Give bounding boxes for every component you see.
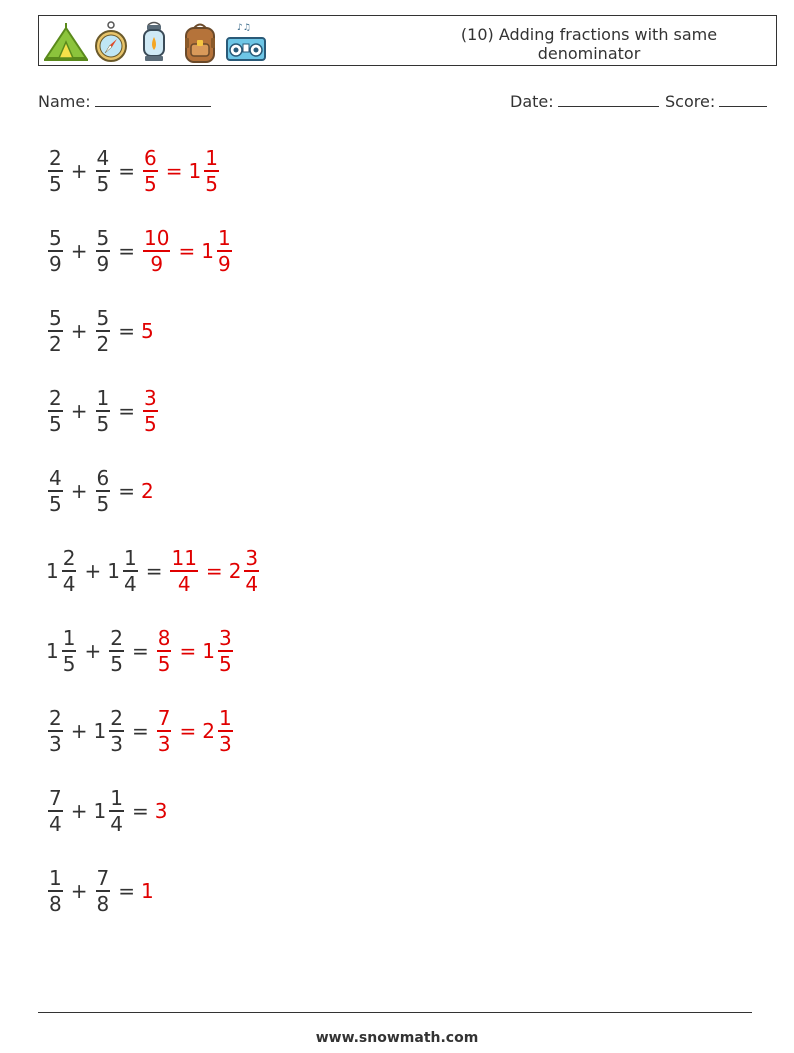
addend-a-fraction (48, 226, 63, 276)
addend-b-whole: 1 (107, 559, 120, 583)
answer (141, 319, 155, 343)
addend-b-numerator: 6 (96, 466, 110, 490)
addend-b-denominator: 4 (110, 812, 123, 836)
addend-a-fraction (48, 306, 63, 356)
addend-a-denominator: 3 (49, 732, 62, 756)
problem-row (46, 221, 466, 281)
problem-row (46, 381, 466, 441)
addend-b-denominator: 5 (110, 652, 123, 676)
answer-equals-sign: = (205, 559, 223, 583)
worksheet-header (38, 15, 777, 66)
problem-row (46, 701, 466, 761)
date-field (510, 92, 659, 111)
addend-b-denominator: 5 (96, 492, 110, 516)
answer-result-whole: 2 (141, 479, 154, 503)
addend-b-fraction (96, 866, 111, 916)
answer-simplified-fraction (218, 706, 233, 756)
answer-result-denominator: 5 (157, 652, 171, 676)
answer (155, 626, 235, 676)
addend-b-denominator: 2 (96, 332, 110, 356)
addend-b-fraction (123, 546, 138, 596)
addend-a-denominator: 9 (49, 252, 62, 276)
answer-result-numerator: 3 (144, 386, 157, 410)
answer-simplified-fraction (217, 226, 232, 276)
addend-b-numerator: 2 (110, 626, 123, 650)
answer-simplified-whole: 2 (202, 719, 215, 743)
plus-sign: + (70, 239, 88, 263)
answer (141, 226, 234, 276)
answer-simplified-fraction (244, 546, 259, 596)
addend-a-numerator: 1 (62, 626, 76, 650)
plus-sign: + (70, 319, 88, 343)
addend-b-numerator: 7 (96, 866, 110, 890)
answer-result-fraction (143, 386, 158, 436)
answer-result-denominator: 5 (144, 412, 157, 436)
answer (141, 146, 221, 196)
answer (168, 546, 261, 596)
answer-result-numerator: 6 (144, 146, 157, 170)
answer-equals-sign: = (178, 239, 196, 263)
addend-a-denominator: 5 (62, 652, 76, 676)
answer-result-fraction (143, 146, 158, 196)
answer-result-denominator: 5 (144, 172, 157, 196)
addend-a-fraction (48, 706, 63, 756)
addend-a-whole: 1 (46, 639, 59, 663)
answer-simplified-numerator: 1 (217, 226, 231, 250)
answer-result-denominator: 9 (150, 252, 164, 276)
answer-equals-sign: = (165, 159, 183, 183)
equals-sign: = (118, 479, 135, 503)
answer-equals-sign: = (179, 719, 197, 743)
addend-a-denominator: 5 (49, 172, 62, 196)
answer-simplified-denominator: 3 (218, 732, 232, 756)
answer-result-fraction (170, 546, 197, 596)
equals-sign: = (118, 319, 135, 343)
addend-a-denominator: 4 (49, 812, 62, 836)
addend-b-whole: 1 (93, 719, 107, 743)
addend-b-fraction (109, 706, 124, 756)
addend-a-denominator: 8 (49, 892, 62, 916)
answer-result-numerator: 10 (144, 226, 170, 250)
addend-b-whole: 1 (93, 799, 107, 823)
addend-b-numerator: 1 (96, 386, 110, 410)
name-blank[interactable] (95, 92, 211, 107)
addend-a-denominator: 5 (49, 492, 62, 516)
plus-sign: + (70, 479, 88, 503)
addend-b-denominator: 5 (96, 412, 110, 436)
answer-result-numerator: 8 (157, 626, 171, 650)
answer-simplified-denominator: 5 (218, 652, 232, 676)
addend-a-numerator: 1 (49, 866, 62, 890)
equals-sign: = (145, 559, 163, 583)
addend-a-numerator: 2 (49, 386, 62, 410)
addend-a-fraction (48, 146, 63, 196)
equals-sign: = (118, 399, 135, 423)
plus-sign: + (70, 399, 88, 423)
score-blank[interactable] (719, 92, 767, 107)
addend-b-fraction (96, 226, 111, 276)
equals-sign: = (118, 159, 135, 183)
radio-icon (225, 20, 267, 64)
plus-sign: + (70, 719, 88, 743)
addend-b-fraction (96, 466, 111, 516)
answer-result-denominator: 4 (177, 572, 191, 596)
addend-b-fraction (96, 146, 111, 196)
answer-simplified-whole: 1 (201, 239, 214, 263)
answer-simplified-denominator: 5 (205, 172, 218, 196)
addend-b-numerator: 2 (110, 706, 123, 730)
answer-simplified-numerator: 1 (218, 706, 232, 730)
problem-row (46, 461, 466, 521)
addend-b-numerator: 1 (110, 786, 123, 810)
answer-result-whole: 1 (141, 879, 154, 903)
addend-b-numerator: 4 (96, 146, 110, 170)
addend-a-fraction (48, 866, 63, 916)
addend-a-denominator: 2 (49, 332, 62, 356)
addend-b-fraction (109, 786, 124, 836)
plus-sign: + (70, 159, 88, 183)
equals-sign: = (131, 719, 149, 743)
problem-row (46, 621, 466, 681)
answer (155, 799, 169, 823)
answer-simplified-fraction (204, 146, 219, 196)
addend-b-denominator: 4 (123, 572, 137, 596)
footer-divider (38, 1012, 752, 1013)
addend-b-denominator: 8 (96, 892, 110, 916)
problem-row (46, 781, 466, 841)
answer-simplified-whole: 2 (228, 559, 242, 583)
addend-b-fraction (96, 386, 111, 436)
addend-a-fraction (48, 786, 63, 836)
answer-simplified-numerator: 3 (218, 626, 232, 650)
date-label: Date: (510, 92, 554, 111)
problem-row (46, 141, 466, 201)
addend-a-whole: 1 (46, 559, 59, 583)
answer (141, 386, 160, 436)
equals-sign: = (131, 799, 149, 823)
equals-sign: = (118, 239, 135, 263)
addend-b-fraction (96, 306, 111, 356)
addend-a-numerator: 7 (49, 786, 62, 810)
equals-sign: = (131, 639, 149, 663)
name-label: Name: (38, 92, 91, 111)
addend-b-numerator: 1 (123, 546, 137, 570)
addend-a-numerator: 5 (49, 306, 62, 330)
answer-result-fraction (157, 626, 172, 676)
answer (141, 879, 155, 903)
answer-result-fraction (157, 706, 172, 756)
footer-url: www.snowmath.com (315, 1030, 479, 1046)
plus-sign: + (70, 879, 88, 903)
addend-b-denominator: 9 (96, 252, 110, 276)
addend-a-numerator: 2 (49, 146, 62, 170)
answer (155, 706, 235, 756)
answer-simplified-whole: 1 (188, 159, 202, 183)
answer (141, 479, 155, 503)
addend-b-fraction (109, 626, 124, 676)
addend-a-denominator: 4 (62, 572, 76, 596)
plus-sign: + (84, 559, 102, 583)
date-blank[interactable] (558, 92, 659, 107)
tent-icon (43, 20, 89, 64)
answer-result-whole: 3 (154, 799, 168, 823)
compass-icon (93, 20, 129, 64)
svg-text:♪♫: ♪♫ (237, 23, 251, 33)
addend-a-fraction (62, 626, 77, 676)
addend-b-numerator: 5 (96, 306, 110, 330)
addend-b-denominator: 3 (110, 732, 123, 756)
answer-result-whole: 5 (141, 319, 154, 343)
answer-result-fraction (143, 226, 170, 276)
backpack-icon (181, 20, 219, 64)
plus-sign: + (70, 799, 88, 823)
addend-a-fraction (48, 386, 63, 436)
problem-row (46, 541, 466, 601)
addend-a-numerator: 2 (49, 706, 62, 730)
addend-a-numerator: 4 (49, 466, 62, 490)
addend-a-numerator: 5 (49, 226, 62, 250)
addend-a-fraction (62, 546, 77, 596)
addend-a-fraction (48, 466, 63, 516)
answer-simplified-whole: 1 (202, 639, 215, 663)
answer-simplified-fraction (218, 626, 233, 676)
answer-result-numerator: 11 (171, 546, 197, 570)
addend-b-denominator: 5 (96, 172, 110, 196)
answer-result-numerator: 7 (157, 706, 171, 730)
worksheet-title: (10) Adding fractions with same denominator (460, 25, 718, 63)
problem-row (46, 861, 466, 921)
answer-simplified-denominator: 4 (245, 572, 259, 596)
addend-a-denominator: 5 (49, 412, 62, 436)
answer-simplified-numerator: 3 (245, 546, 259, 570)
plus-sign: + (84, 639, 102, 663)
problem-row (46, 301, 466, 361)
equals-sign: = (118, 879, 135, 903)
addend-a-numerator: 2 (62, 546, 76, 570)
name-field (38, 92, 211, 111)
answer-result-denominator: 3 (157, 732, 171, 756)
lantern-icon (137, 20, 171, 64)
addend-b-numerator: 5 (96, 226, 110, 250)
score-label: Score: (665, 92, 716, 111)
answer-equals-sign: = (179, 639, 197, 663)
score-field (665, 92, 767, 111)
answer-simplified-denominator: 9 (217, 252, 231, 276)
answer-simplified-numerator: 1 (205, 146, 218, 170)
